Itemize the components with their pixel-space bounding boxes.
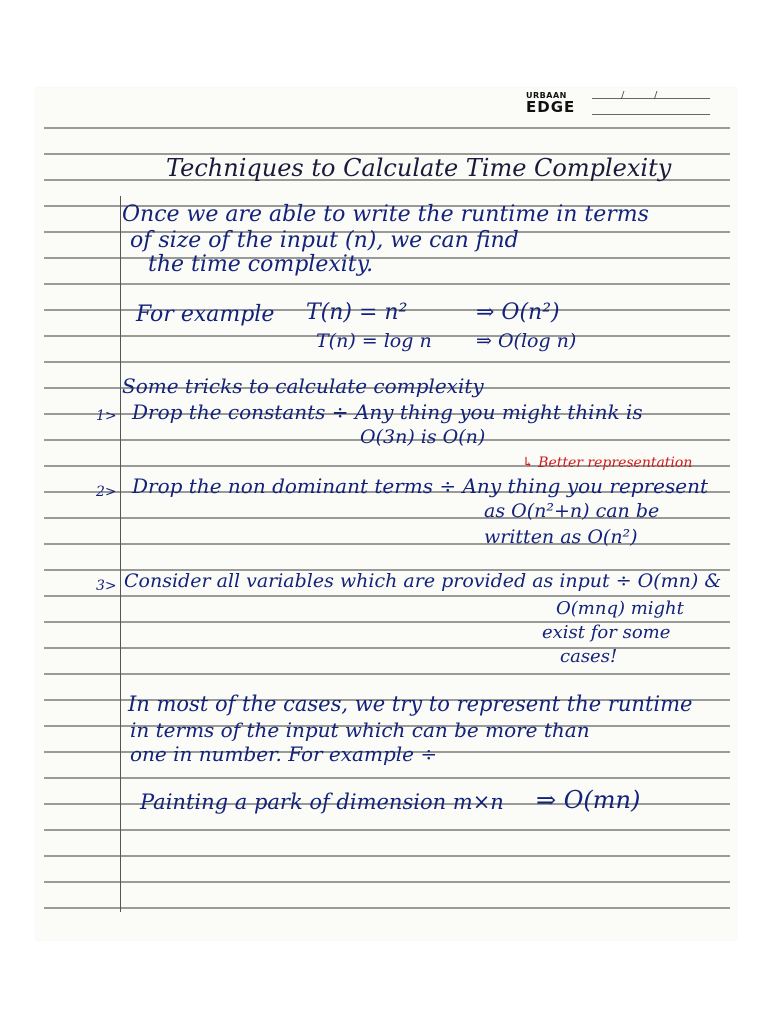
notebook-page	[36, 88, 736, 940]
example-eq1-rhs: ⇒ O(n²)	[476, 300, 560, 325]
example-eq2-rhs: ⇒ O(log n)	[476, 330, 577, 352]
trick-3-line-2: O(mnq) might	[556, 598, 684, 619]
closing-line-1: In most of the cases, we try to represent the runtime	[128, 692, 693, 716]
date-separator: /	[654, 90, 658, 101]
final-example-result: ⇒ O(mn)	[536, 786, 641, 814]
brand-main-text: EDGE	[526, 98, 576, 116]
trick-2-line-2: as O(n²+n) can be	[484, 500, 660, 522]
brand-logo	[526, 92, 575, 114]
trick-number: 1>	[96, 408, 117, 424]
trick-2-line-1: Drop the non dominant terms ÷ Any thing you represent	[132, 474, 709, 498]
trick-1-note: ↳ Better representation	[522, 455, 693, 471]
page-title: Techniques to Calculate Time Complexity	[166, 154, 672, 182]
intro-line-1: Once we are able to write the runtime in terms	[122, 202, 649, 227]
closing-line-2: in terms of the input which can be more than	[130, 718, 590, 742]
trick-2-line-3: written as O(n²)	[484, 526, 638, 548]
intro-line-2: of size of the input (n), we can find	[130, 228, 519, 253]
trick-1-line-2: O(3n) is O(n)	[360, 426, 486, 448]
final-example-text: Painting a park of dimension m×n	[140, 790, 504, 814]
trick-number: 3>	[96, 578, 117, 594]
trick-3-line-3: exist for some	[542, 622, 671, 643]
example-eq1-lhs: T(n) = n²	[306, 300, 408, 325]
intro-line-3: the time complexity.	[148, 252, 374, 277]
example-eq2-lhs: T(n) = log n	[316, 330, 432, 352]
brand-top-text: URBAAN	[526, 91, 567, 100]
date-field-line	[592, 98, 710, 99]
closing-line-3: one in number. For example ÷	[130, 742, 438, 766]
example-label: For example	[136, 302, 275, 327]
page-number-line	[592, 114, 710, 115]
trick-1-line-1: Drop the constants ÷ Any thing you might think is	[132, 400, 643, 424]
date-separator: /	[621, 90, 625, 101]
trick-number: 2>	[96, 484, 117, 500]
trick-3-line-4: cases!	[560, 646, 618, 667]
margin-line	[120, 196, 121, 912]
trick-3-line-1: Consider all variables which are provided as input ÷ O(mn) &	[124, 570, 722, 592]
tricks-heading: Some tricks to calculate complexity	[122, 374, 484, 398]
